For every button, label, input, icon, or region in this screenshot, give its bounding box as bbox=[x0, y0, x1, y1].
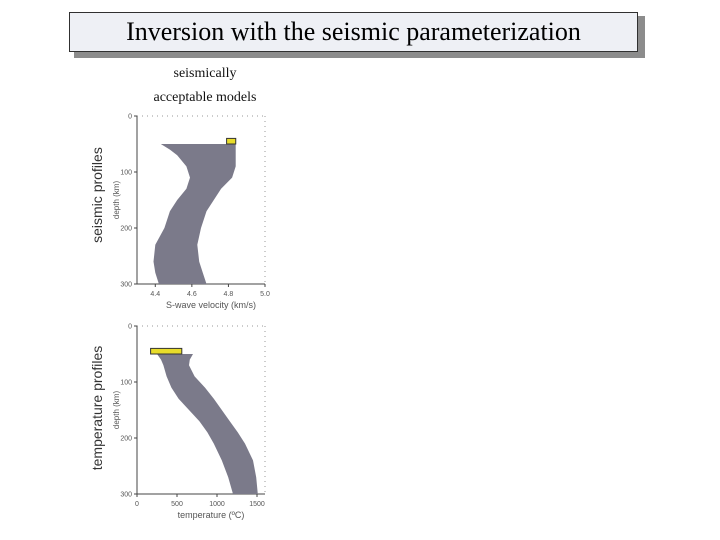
y-tick-label: 300 bbox=[120, 491, 132, 499]
x-tick-label: 1000 bbox=[209, 501, 225, 508]
y-axis-title: depth (km) bbox=[112, 390, 121, 430]
x-axis-title: S-wave velocity (km/s) bbox=[165, 300, 257, 310]
temperature-profiles-label: temperature profiles bbox=[89, 345, 105, 471]
constraint-marker bbox=[151, 348, 182, 354]
x-tick-label: 4.6 bbox=[186, 291, 197, 298]
caption-line-2: acceptable models bbox=[153, 90, 257, 105]
y-tick-label: 200 bbox=[120, 225, 132, 233]
seismic-profiles-label: seismic profiles bbox=[89, 147, 105, 243]
x-tick-label: 4.4 bbox=[150, 291, 161, 298]
x-tick-label: 4.8 bbox=[223, 291, 234, 298]
y-tick-label: 200 bbox=[120, 435, 132, 443]
x-tick-label: 1500 bbox=[249, 501, 265, 508]
y-tick-label: 0 bbox=[128, 323, 132, 331]
model-range-band bbox=[154, 144, 236, 284]
x-tick-label: 500 bbox=[171, 501, 183, 508]
y-tick-label: 100 bbox=[120, 169, 132, 177]
title-box bbox=[69, 12, 638, 52]
seismic-profile-plot bbox=[100, 110, 290, 310]
x-tick-label: 0 bbox=[135, 501, 139, 508]
x-axis-title: temperature (ºC) bbox=[177, 510, 245, 520]
constraint-marker bbox=[227, 138, 236, 144]
slide-title: Inversion with the seismic parameterization bbox=[126, 17, 581, 46]
caption-line-1: seismically bbox=[173, 66, 237, 81]
y-tick-label: 100 bbox=[120, 379, 132, 387]
model-range-band bbox=[157, 354, 258, 494]
x-tick-label: 5.0 bbox=[260, 291, 270, 298]
y-axis-title: depth (km) bbox=[112, 180, 121, 220]
y-tick-label: 300 bbox=[120, 281, 132, 289]
temperature-profile-plot bbox=[100, 320, 290, 520]
y-tick-label: 0 bbox=[128, 113, 132, 121]
